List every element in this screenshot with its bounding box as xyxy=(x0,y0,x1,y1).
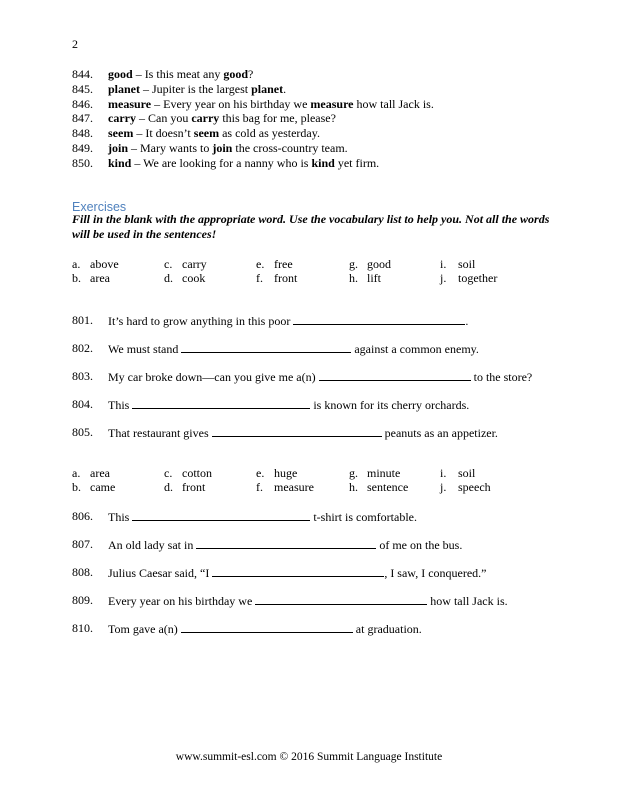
exercises-heading: Exercises xyxy=(72,200,127,214)
answer-blank[interactable] xyxy=(132,509,310,521)
vocab-sentence: carry – Can you carry this bag for me, please? xyxy=(108,111,336,126)
vocab-sentence: kind – We are looking for a nanny who is kind yet firm. xyxy=(108,155,380,170)
vocab-sentence: measure – Every year on his birthday we measure how tall Jack is. xyxy=(108,96,434,111)
vocab-number: 849. xyxy=(72,140,93,155)
answer-blank[interactable] xyxy=(255,593,427,605)
answer-blank[interactable] xyxy=(132,397,310,409)
answer-blank[interactable] xyxy=(293,313,465,325)
vocab-number: 850. xyxy=(72,155,93,170)
exercise-instructions: Fill in the blank with the appropriate word. Use the vocabulary list to help you. Not all the words will be used in the sentences! xyxy=(72,212,550,241)
answer-blank[interactable] xyxy=(212,565,384,577)
vocab-sentence: planet – Jupiter is the largest planet. xyxy=(108,81,287,96)
vocab-sentence: seem – It doesn’t seem as cold as yesterday. xyxy=(108,126,320,141)
vocab-sentence: good – Is this meat any good? xyxy=(108,67,254,81)
vocab-number: 844. xyxy=(72,67,93,81)
answer-blank[interactable] xyxy=(196,537,376,549)
vocab-number: 846. xyxy=(72,96,93,111)
answer-blank[interactable] xyxy=(212,425,382,437)
page-number: 2 xyxy=(72,37,78,51)
vocab-sentence: join – Mary wants to join the cross-country team. xyxy=(108,140,348,155)
vocab-number: 845. xyxy=(72,81,93,96)
page-footer: www.summit-esl.com © 2016 Summit Language Institute xyxy=(175,751,443,763)
answer-blank[interactable] xyxy=(181,621,353,633)
answer-blank[interactable] xyxy=(181,341,351,353)
vocab-number: 847. xyxy=(72,111,93,126)
vocab-number: 848. xyxy=(72,126,93,141)
answer-blank[interactable] xyxy=(319,369,471,381)
